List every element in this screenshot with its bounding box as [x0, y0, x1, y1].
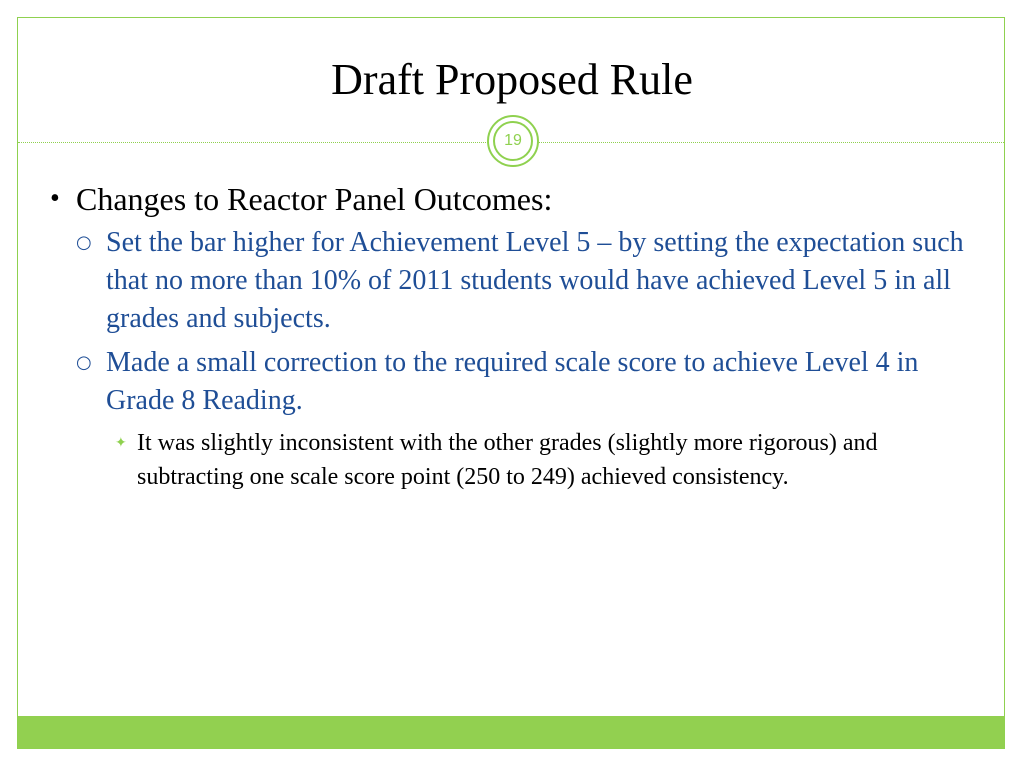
- bullet-level2: [48, 224, 978, 338]
- hollow-circle-icon: ○: [76, 232, 92, 253]
- bullet-text: Set the bar higher for Achievement Level 5 – by setting the expectation such that no more than 10% of 2011 students would have achieved Level 5 in all grades and subjects.: [106, 227, 964, 334]
- bullet-level1: [48, 178, 978, 220]
- bullet-text: It was slightly inconsistent with the other grades (slightly more rigorous) and subtracting one scale score point (250 to 249) achieved consistency.: [137, 430, 878, 490]
- slide-number-badge: [487, 115, 539, 167]
- bullet-level3: [48, 426, 978, 494]
- bullet-level2: [48, 344, 978, 420]
- slide-number: 19: [493, 121, 533, 161]
- footer-bar: [18, 716, 1004, 748]
- filled-dot-icon: •: [50, 183, 60, 214]
- hollow-circle-icon: ○: [76, 352, 92, 373]
- bullet-text: Made a small correction to the required scale score to achieve Level 4 in Grade 8 Reading.: [106, 347, 919, 416]
- four-point-star-icon: ✦: [115, 435, 127, 451]
- bullet-text: Changes to Reactor Panel Outcomes:: [76, 181, 553, 217]
- slide-title: Draft Proposed Rule: [331, 55, 693, 104]
- slide-content: [48, 178, 978, 494]
